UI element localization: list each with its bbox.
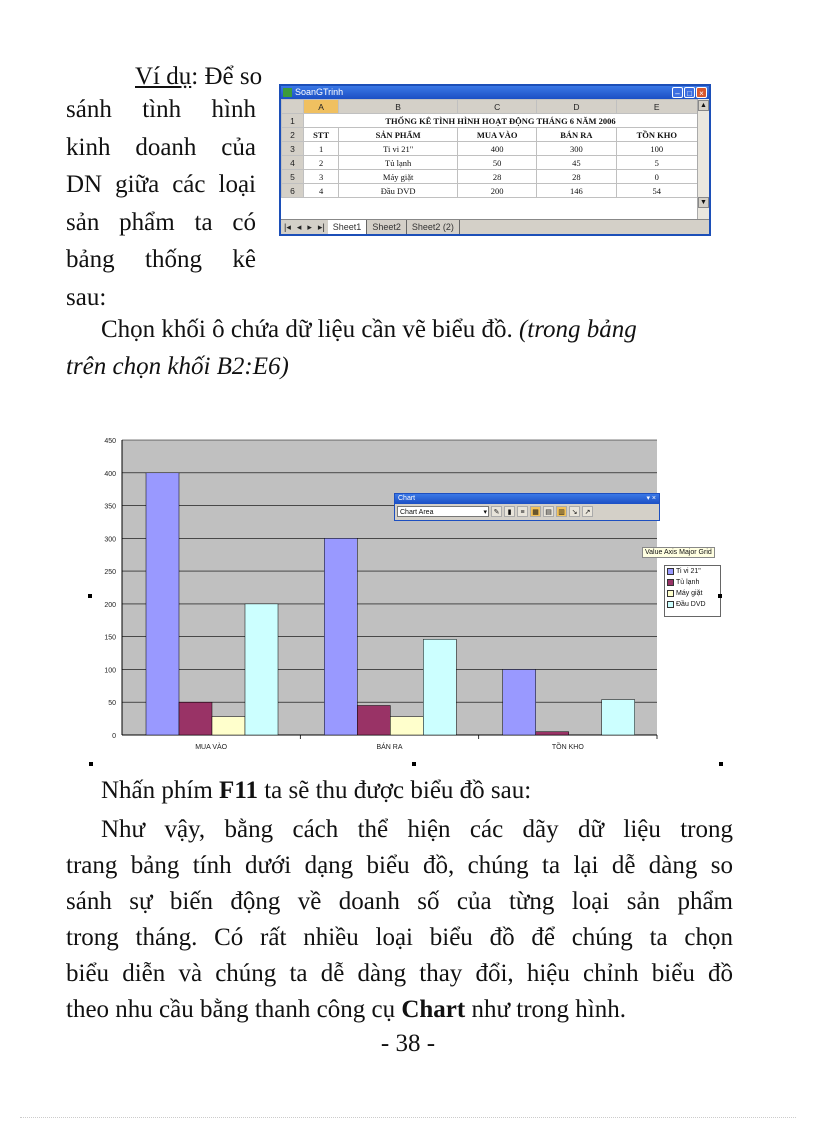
legend-label: Đầu DVD bbox=[676, 601, 706, 608]
data-cell[interactable]: 54 bbox=[616, 184, 697, 198]
legend-icon[interactable]: ≡ bbox=[517, 506, 528, 517]
bar[interactable] bbox=[146, 473, 179, 735]
chart-legend[interactable] bbox=[664, 565, 721, 617]
row-header[interactable]: 1 bbox=[282, 114, 304, 128]
data-cell[interactable]: Đầu DVD bbox=[339, 184, 458, 198]
chart-objects-select[interactable]: Chart Area ▾ bbox=[397, 506, 489, 517]
intro-line: sánh tình hình bbox=[66, 96, 256, 123]
spreadsheet-grid[interactable] bbox=[281, 99, 698, 220]
legend-entry[interactable] bbox=[665, 588, 720, 599]
intro-line: sản phẩm ta có bbox=[66, 208, 256, 236]
x-tick-label: BÁN RA bbox=[376, 744, 403, 751]
data-cell[interactable]: 45 bbox=[537, 156, 616, 170]
plot-area[interactable] bbox=[122, 440, 657, 735]
data-cell[interactable]: 146 bbox=[537, 184, 616, 198]
data-cell[interactable]: 3 bbox=[304, 170, 339, 184]
header-cell[interactable]: MUA VÀO bbox=[458, 128, 537, 142]
close-icon[interactable]: ▾ × bbox=[646, 495, 656, 502]
sheet-tab-bar bbox=[281, 219, 709, 234]
row-header[interactable]: 6 bbox=[282, 184, 304, 198]
data-cell[interactable]: 200 bbox=[458, 184, 537, 198]
row-header[interactable]: 5 bbox=[282, 170, 304, 184]
y-tick-label: 450 bbox=[104, 438, 116, 445]
minimize-icon[interactable]: – bbox=[672, 87, 683, 98]
data-cell[interactable]: Ti vi 21" bbox=[339, 142, 458, 156]
angle-up-icon[interactable]: ↗ bbox=[582, 506, 593, 517]
tab-nav-last-icon[interactable]: ▸| bbox=[317, 222, 325, 232]
sheet-tab[interactable]: Sheet2 bbox=[367, 220, 407, 234]
y-tick-label: 250 bbox=[104, 569, 116, 577]
spreadsheet-window-title: SoanGTrinh bbox=[295, 87, 344, 97]
legend-entry[interactable] bbox=[665, 599, 720, 610]
y-tick-label: 150 bbox=[104, 634, 116, 642]
bar[interactable] bbox=[602, 700, 635, 735]
y-tick-label: 0 bbox=[112, 733, 116, 740]
selection-handle[interactable] bbox=[412, 762, 416, 766]
legend-label: Tủ lạnh bbox=[676, 579, 700, 586]
y-tick-label: 100 bbox=[104, 667, 116, 675]
legend-entry[interactable] bbox=[665, 566, 720, 577]
selection-handle[interactable] bbox=[88, 594, 92, 598]
scroll-down-icon[interactable]: ▼ bbox=[698, 197, 709, 208]
legend-label: Máy giặt bbox=[676, 590, 703, 597]
header-cell[interactable]: SẢN PHẨM bbox=[339, 128, 458, 142]
bar[interactable] bbox=[423, 639, 456, 735]
by-row-icon[interactable]: ▤ bbox=[543, 506, 554, 517]
row-header[interactable]: 4 bbox=[282, 156, 304, 170]
data-cell[interactable]: 50 bbox=[458, 156, 537, 170]
select-instruction: Chọn khối ô chứa dữ liệu cần vẽ biểu đồ. (trong bảng bbox=[101, 316, 637, 343]
data-cell[interactable]: 28 bbox=[458, 170, 537, 184]
data-cell[interactable]: 0 bbox=[616, 170, 697, 184]
legend-swatch bbox=[667, 579, 674, 586]
restore-icon[interactable]: □ bbox=[684, 87, 695, 98]
page-number: - 38 - bbox=[380, 1030, 436, 1057]
data-cell[interactable]: Tủ lạnh bbox=[339, 156, 458, 170]
close-icon[interactable]: × bbox=[696, 87, 707, 98]
y-tick-label: 350 bbox=[104, 503, 116, 511]
y-tick-label: 200 bbox=[104, 601, 116, 609]
row-header[interactable]: 2 bbox=[282, 128, 304, 142]
example-label: Ví dụ bbox=[135, 63, 192, 90]
conclusion-line: sánh sự biến động về doanh số của từng loại sản phẩm bbox=[66, 888, 733, 915]
y-tick-label: 400 bbox=[104, 470, 116, 478]
tooltip: Value Axis Major Grid bbox=[642, 547, 715, 558]
conclusion-last-line: theo nhu cầu bằng thanh công cụ Chart như trong hình. bbox=[66, 996, 626, 1023]
tab-nav-first-icon[interactable]: |◂ bbox=[284, 222, 291, 232]
bar[interactable] bbox=[245, 604, 278, 735]
data-cell[interactable]: 1 bbox=[304, 142, 339, 156]
bar[interactable] bbox=[357, 706, 390, 736]
bar[interactable] bbox=[212, 717, 245, 735]
sheet-title-cell[interactable]: THỐNG KÊ TÌNH HÌNH HOẠT ĐỘNG THÁNG 6 NĂM 2006 bbox=[304, 114, 698, 128]
sheet-tab[interactable]: Sheet1 bbox=[328, 220, 368, 234]
selection-handle[interactable] bbox=[89, 762, 93, 766]
chart-toolbar-title: Chart bbox=[398, 495, 416, 502]
data-cell[interactable]: 300 bbox=[537, 142, 616, 156]
column-header[interactable]: B bbox=[339, 100, 458, 114]
chart-type-icon[interactable]: ▮ bbox=[504, 506, 515, 517]
sheet-tab[interactable]: Sheet2 (2) bbox=[407, 220, 460, 234]
y-tick-label: 300 bbox=[104, 536, 116, 544]
intro-line: sau: bbox=[66, 283, 107, 311]
intro-line: kinh doanh của bbox=[66, 133, 256, 161]
excel-icon bbox=[283, 88, 292, 97]
legend-label: Ti vi 21" bbox=[676, 568, 701, 575]
column-header[interactable]: E bbox=[616, 100, 697, 114]
header-cell[interactable]: STT bbox=[304, 128, 339, 142]
select-all-corner[interactable] bbox=[282, 100, 304, 114]
x-tick-label: MUA VÀO bbox=[195, 744, 228, 751]
intro-line: bảng thống kê bbox=[66, 246, 256, 273]
bar[interactable] bbox=[536, 732, 569, 735]
legend-swatch bbox=[667, 590, 674, 597]
header-cell[interactable]: TỒN KHO bbox=[616, 128, 697, 142]
legend-swatch bbox=[667, 601, 674, 608]
intro-line: DN giữa các loại bbox=[66, 171, 256, 198]
column-header[interactable]: D bbox=[537, 100, 616, 114]
data-cell[interactable]: 4 bbox=[304, 184, 339, 198]
data-cell[interactable]: 2 bbox=[304, 156, 339, 170]
row-header[interactable]: 3 bbox=[282, 142, 304, 156]
conclusion-line: Như vậy, bằng cách thể hiện các dãy dữ liệu trong bbox=[101, 816, 733, 843]
column-header[interactable]: C bbox=[458, 100, 537, 114]
legend-entry[interactable] bbox=[665, 577, 720, 588]
bar[interactable] bbox=[503, 669, 536, 735]
bar[interactable] bbox=[324, 538, 357, 735]
select-instruction-cont: trên chọn khối B2:E6) bbox=[66, 353, 289, 380]
format-icon[interactable]: ✎ bbox=[491, 506, 502, 517]
header-cell[interactable]: BÁN RA bbox=[537, 128, 616, 142]
conclusion-line: trang bảng tính dưới dạng biểu đồ, chúng ta lại dễ dàng so bbox=[66, 852, 733, 879]
x-tick-label: TỒN KHO bbox=[551, 744, 584, 751]
data-cell[interactable]: 28 bbox=[537, 170, 616, 184]
data-cell[interactable]: Máy giặt bbox=[339, 170, 458, 184]
by-column-icon[interactable]: ▥ bbox=[556, 506, 567, 517]
data-cell[interactable]: 100 bbox=[616, 142, 697, 156]
legend-swatch bbox=[667, 568, 674, 575]
conclusion-line: biểu diễn và chúng ta dễ dàng thay đổi, hiệu chỉnh biểu đồ bbox=[66, 960, 733, 987]
data-cell[interactable]: 5 bbox=[616, 156, 697, 170]
selection-handle[interactable] bbox=[718, 594, 722, 598]
tab-nav-next-icon[interactable]: ▸ bbox=[307, 222, 312, 232]
intro-first-line: Ví dụ: Để so bbox=[135, 63, 263, 90]
spreadsheet-window[interactable] bbox=[279, 84, 711, 236]
data-table-icon[interactable]: ▦ bbox=[530, 506, 541, 517]
scroll-up-icon[interactable]: ▲ bbox=[698, 100, 709, 111]
page-footer-rule bbox=[20, 1117, 796, 1118]
data-cell[interactable]: 400 bbox=[458, 142, 537, 156]
conclusion-line: trong tháng. Có rất nhiều loại biểu đồ để chúng ta chọn bbox=[66, 924, 733, 951]
bar[interactable] bbox=[390, 717, 423, 735]
vertical-scrollbar[interactable] bbox=[697, 99, 709, 220]
bar[interactable] bbox=[179, 702, 212, 735]
selection-handle[interactable] bbox=[719, 762, 723, 766]
spreadsheet-titlebar[interactable] bbox=[281, 86, 709, 99]
column-chart[interactable] bbox=[86, 430, 726, 770]
chart-toolbar[interactable] bbox=[394, 493, 660, 521]
tab-nav-prev-icon[interactable]: ◂ bbox=[296, 222, 302, 232]
y-tick-label: 50 bbox=[108, 700, 116, 708]
column-header[interactable]: A bbox=[304, 100, 339, 114]
angle-down-icon[interactable]: ↘ bbox=[569, 506, 580, 517]
f11-instruction: Nhấn phím F11 ta sẽ thu được biểu đồ sau: bbox=[101, 777, 532, 804]
